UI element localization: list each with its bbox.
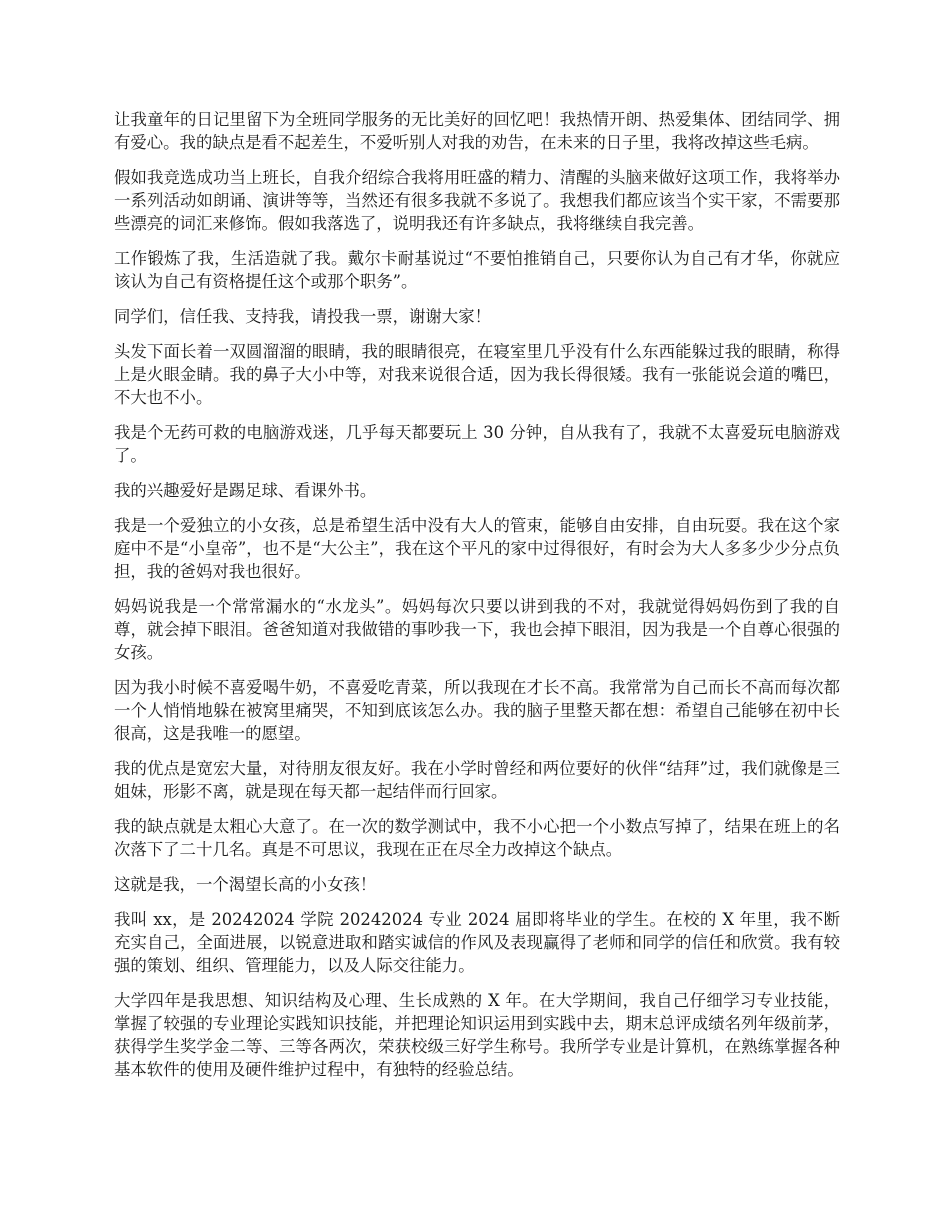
paragraph-13: 这就是我，一个渴望长高的小女孩！ <box>114 875 377 894</box>
paragraph-9: 妈妈说我是一个常常漏水的“水龙头”。妈妈每次只要以讲到我的不对，我就觉得妈妈伤到了我的自尊，就会掉下眼泪。爸爸知道对我做错的事吵我一下，我也会掉下眼泪，因为我是一个自尊心很强的女孩。 <box>114 597 840 662</box>
paragraph-3: 工作锻炼了我，生活造就了我。戴尔卡耐基说过“不要怕推销自己，只要你认为自己有才华，你就应该认为自己有资格提任这个或那个职务”。 <box>114 249 840 291</box>
paragraph-5: 头发下面长着一双圆溜溜的眼睛，我的眼睛很亮，在寝室里几乎没有什么东西能躲过我的眼睛，称得上是火眼金睛。我的鼻子大小中等，对我来说很合适，因为我长得很矮。我有一张能说会道的嘴巴，不大也不小。 <box>114 342 840 407</box>
paragraph-2: 假如我竞选成功当上班长，自我介绍综合我将用旺盛的精力、清醒的头脑来做好这项工作，我将举办一系列活动如朗诵、演讲等等，当然还有很多我就不多说了。我想我们都应该当个实干家，不需要那些漂亮的词汇来修饰。假如我落选了，说明我还有许多缺点，我将继续自我完善。 <box>114 168 840 233</box>
paragraph-8: 我是一个爱独立的小女孩，总是希望生活中没有大人的管束，能够自由安排，自由玩耍。我在这个家庭中不是“小皇帝”，也不是“大公主”，我在这个平凡的家中过得很好，有时会为大人多多少少分点负担，我的爸妈对我也很好。 <box>114 516 840 581</box>
paragraph-15: 大学四年是我思想、知识结构及心理、生长成熟的 X 年。在大学期间，我自己仔细学习专业技能，掌握了较强的专业理论实践知识技能，并把理论知识运用到实践中去，期末总评成绩名列年级前茅，获得学生奖学金二等、三等各两次，荣获校级三好学生称号。我所学专业是计算机，在熟练掌握各种基本软件的使用及硬件维护过程中，有独特的经验总结。 <box>114 991 840 1079</box>
document-body <box>114 108 840 1093</box>
paragraph-12: 我的缺点就是太粗心大意了。在一次的数学测试中，我不小心把一个小数点写掉了，结果在班上的名次落下了二十几名。真是不可思议，我现在正在尽全力改掉这个缺点。 <box>114 817 840 859</box>
paragraph-1: 让我童年的日记里留下为全班同学服务的无比美好的回忆吧！我热情开朗、热爱集体、团结同学、拥有爱心。我的缺点是看不起差生，不爱听别人对我的劝告，在未来的日子里，我将改掉这些毛病。 <box>114 110 840 152</box>
paragraph-4: 同学们，信任我、支持我，请投我一票，谢谢大家！ <box>114 307 491 326</box>
paragraph-10: 因为我小时候不喜爱喝牛奶，不喜爱吃青菜，所以我现在才长不高。我常常为自己而长不高而每次都一个人悄悄地躲在被窝里痛哭，不知到底该怎么办。我的脑子里整天都在想：希望自己能够在初中长很高，这是我唯一的愿望。 <box>114 678 840 743</box>
paragraph-7: 我的兴趣爱好是踢足球、看课外书。 <box>114 481 377 500</box>
paragraph-14: 我叫 xx，是 20242024 学院 20242024 专业 2024 届即将毕业的学生。在校的 X 年里，我不断充实自己，全面进展，以锐意进取和踏实诚信的作风及表现赢得了老师和同学的信任和欣赏。我有较强的策划、组织、管理能力，以及人际交往能力。 <box>114 910 840 975</box>
paragraph-6: 我是个无药可救的电脑游戏迷，几乎每天都要玩上 30 分钟，自从我有了，我就不太喜爱玩电脑游戏了。 <box>114 423 840 465</box>
paragraph-11: 我的优点是宽宏大量，对待朋友很友好。我在小学时曾经和两位要好的伙伴“结拜”过，我们就像是三姐妹，形影不离，就是现在每天都一起结伴而行回家。 <box>114 759 840 801</box>
